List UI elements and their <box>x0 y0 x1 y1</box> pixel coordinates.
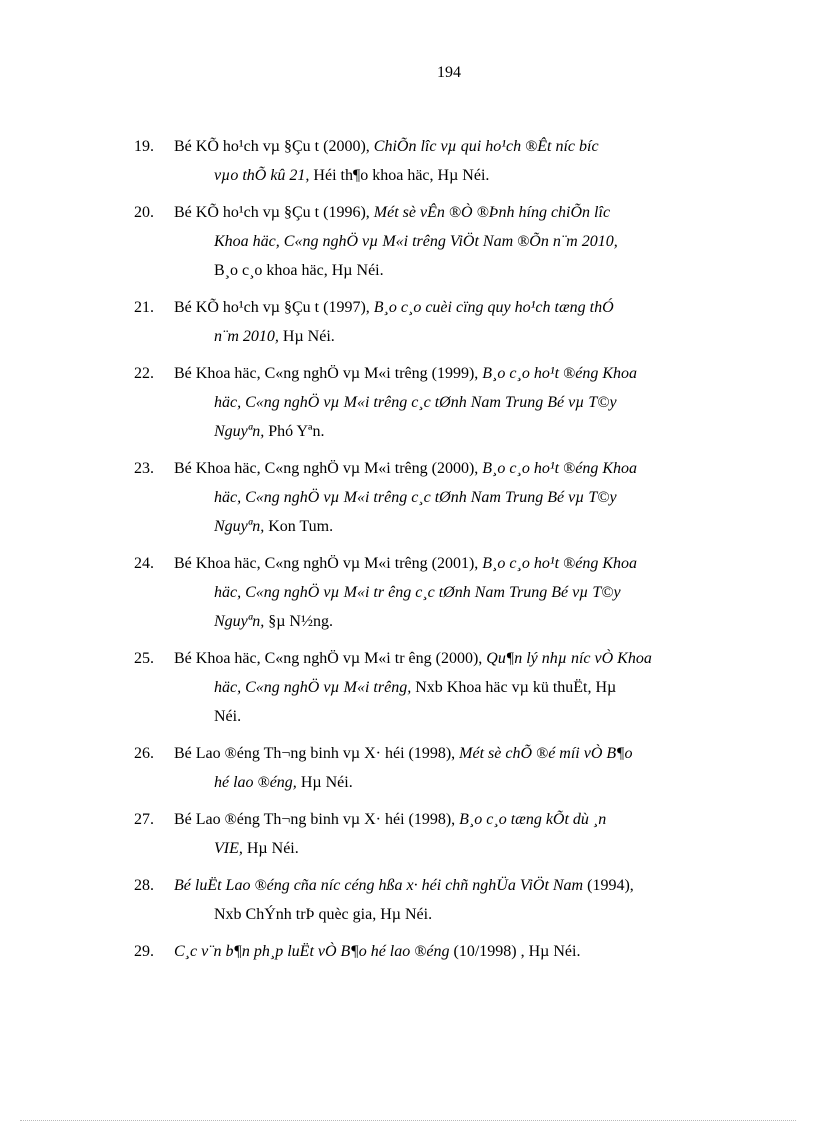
reference-text-segment: §µ N½ng. <box>268 613 333 630</box>
reference-text-segment: Bé KÕ ho¹ch vµ §Çu t (1996), <box>174 204 374 221</box>
reference-title-segment: n¨m 2010, <box>214 328 283 345</box>
reference-number: 28. <box>134 877 154 894</box>
reference-title-segment: häc, C«ng nghÖ vµ M«i trêng, <box>214 679 416 696</box>
reference-line <box>174 322 740 351</box>
reference-text-segment: Hµ Néi. <box>282 328 335 345</box>
reference-text-segment: Héi th¶o khoa häc, Hµ Néi. <box>313 167 490 184</box>
reference-line <box>174 512 740 541</box>
reference-item <box>134 359 740 446</box>
reference-text-segment: Nxb ChÝnh trÞ quèc gia, Hµ Néi. <box>214 906 433 923</box>
reference-title-segment: B¸o c¸o ho¹t ®éng Khoa <box>482 365 637 382</box>
reference-line <box>174 673 740 702</box>
reference-text-segment: (1994), <box>587 877 634 894</box>
reference-title-segment: Nguyªn, <box>214 613 269 630</box>
reference-line <box>174 132 740 161</box>
reference-title-segment: Nguyªn, <box>214 518 269 535</box>
reference-line <box>174 256 740 285</box>
reference-line <box>174 607 740 636</box>
reference-title-segment: B¸o c¸o ho¹t ®éng Khoa <box>482 460 637 477</box>
reference-title-segment: vµo thÕ kû 21, <box>214 167 314 184</box>
reference-number: 20. <box>134 204 154 221</box>
reference-title-segment: ChiÕn lîc vµ qui ho¹ch ®Êt níc bíc <box>373 138 599 155</box>
reference-title-segment: häc, C«ng nghÖ vµ M«i trêng c¸c tØnh Nam Trung Bé vµ T©y <box>214 394 617 411</box>
reference-line <box>174 417 740 446</box>
reference-text <box>174 549 740 636</box>
reference-text-segment: Bé Lao ®éng Th¬ng binh vµ X· héi (1998), <box>174 745 460 762</box>
reference-line <box>174 227 740 256</box>
reference-item <box>134 293 740 351</box>
reference-line <box>174 644 740 673</box>
reference-text <box>174 739 740 797</box>
reference-item <box>134 739 740 797</box>
reference-line <box>174 739 740 768</box>
reference-item <box>134 937 740 966</box>
reference-text-segment: Bé KÕ ho¹ch vµ §Çu t (1997), <box>174 299 374 316</box>
reference-text <box>174 454 740 541</box>
page-bottom-rule <box>20 1120 796 1121</box>
reference-line <box>174 937 740 966</box>
reference-number: 24. <box>134 555 154 572</box>
reference-line <box>174 834 740 863</box>
reference-text <box>174 644 740 731</box>
reference-text-segment: Phó Yªn. <box>268 423 325 440</box>
reference-number: 25. <box>134 650 154 667</box>
reference-line <box>174 768 740 797</box>
reference-title-segment: Nguyªn, <box>214 423 269 440</box>
reference-line <box>174 359 740 388</box>
reference-text-segment: Hµ Néi. <box>300 774 353 791</box>
reference-text <box>174 198 740 285</box>
reference-title-segment: häc, C«ng nghÖ vµ M«i tr êng c¸c tØnh Nam Trung Bé vµ T©y <box>214 584 621 601</box>
reference-line <box>174 293 740 322</box>
reference-title-segment: VIE, <box>214 840 247 857</box>
reference-number: 26. <box>134 745 154 762</box>
reference-line <box>174 805 740 834</box>
reference-line <box>174 871 740 900</box>
reference-number: 21. <box>134 299 154 316</box>
reference-text <box>174 132 740 190</box>
reference-title-segment: Bé luËt Lao ®éng cña níc céng hßa x· héi chñ nghÜa ViÖt Nam <box>174 877 588 894</box>
reference-line <box>174 549 740 578</box>
reference-title-segment: Khoa häc, C«ng nghÖ vµ M«i trêng ViÖt Nam ®Õn n¨m 2010, <box>214 233 618 250</box>
reference-item <box>134 871 740 929</box>
reference-list <box>134 132 740 974</box>
reference-number: 29. <box>134 943 154 960</box>
reference-text-segment: Nxb Khoa häc vµ kü thuËt, Hµ <box>415 679 617 696</box>
reference-item <box>134 805 740 863</box>
reference-text-segment: Bé KÕ ho¹ch vµ §Çu t (2000), <box>174 138 374 155</box>
reference-number: 23. <box>134 460 154 477</box>
reference-line <box>174 900 740 929</box>
reference-item <box>134 198 740 285</box>
reference-title-segment: B¸o c¸o tæng kÕt dù ¸n <box>459 811 607 828</box>
reference-text-segment: B¸o c¸o khoa häc, Hµ Néi. <box>214 262 384 279</box>
reference-line <box>174 388 740 417</box>
reference-title-segment: Mét sè vÊn ®Ò ®Þnh híng chiÕn lîc <box>373 204 611 221</box>
reference-text <box>174 871 740 929</box>
page-number: 194 <box>437 64 461 81</box>
reference-text-segment: Bé Khoa häc, C«ng nghÖ vµ M«i trêng (2000), <box>174 460 483 477</box>
reference-item <box>134 454 740 541</box>
reference-number: 22. <box>134 365 154 382</box>
reference-item <box>134 644 740 731</box>
reference-number: 19. <box>134 138 154 155</box>
reference-title-segment: C¸c v¨n b¶n ph¸p luËt vÒ B¶o hé lao ®éng <box>174 943 454 960</box>
reference-text-segment: Bé Khoa häc, C«ng nghÖ vµ M«i trêng (2001), <box>174 555 483 572</box>
reference-title-segment: B¸o c¸o ho¹t ®éng Khoa <box>482 555 637 572</box>
reference-text-segment: Bé Khoa häc, C«ng nghÖ vµ M«i trêng (1999), <box>174 365 483 382</box>
reference-text-segment: Kon Tum. <box>268 518 334 535</box>
reference-text-segment: Bé Khoa häc, C«ng nghÖ vµ M«i tr êng (2000), <box>174 650 487 667</box>
reference-text-segment: Néi. <box>214 708 242 725</box>
reference-text-segment: (10/1998) , Hµ Néi. <box>453 943 581 960</box>
reference-title-segment: Mét sè chÕ ®é míi vÒ B¶o <box>459 745 633 762</box>
reference-line <box>174 198 740 227</box>
reference-line <box>174 578 740 607</box>
reference-line <box>174 702 740 731</box>
reference-line <box>174 454 740 483</box>
reference-text-segment: Hµ Néi. <box>246 840 299 857</box>
reference-title-segment: Qu¶n lý nhµ níc vÒ Khoa <box>486 650 652 667</box>
reference-item <box>134 132 740 190</box>
reference-text-segment: Bé Lao ®éng Th¬ng binh vµ X· héi (1998), <box>174 811 460 828</box>
reference-title-segment: hé lao ®éng, <box>214 774 301 791</box>
reference-line <box>174 483 740 512</box>
reference-text <box>174 293 740 351</box>
reference-text <box>174 805 740 863</box>
reference-text <box>174 359 740 446</box>
reference-title-segment: B¸o c¸o cuèi cïng quy ho¹ch tæng thÓ <box>373 299 614 316</box>
reference-item <box>134 549 740 636</box>
reference-line <box>174 161 740 190</box>
reference-text <box>174 937 740 966</box>
reference-title-segment: häc, C«ng nghÖ vµ M«i trêng c¸c tØnh Nam Trung Bé vµ T©y <box>214 489 617 506</box>
reference-number: 27. <box>134 811 154 828</box>
